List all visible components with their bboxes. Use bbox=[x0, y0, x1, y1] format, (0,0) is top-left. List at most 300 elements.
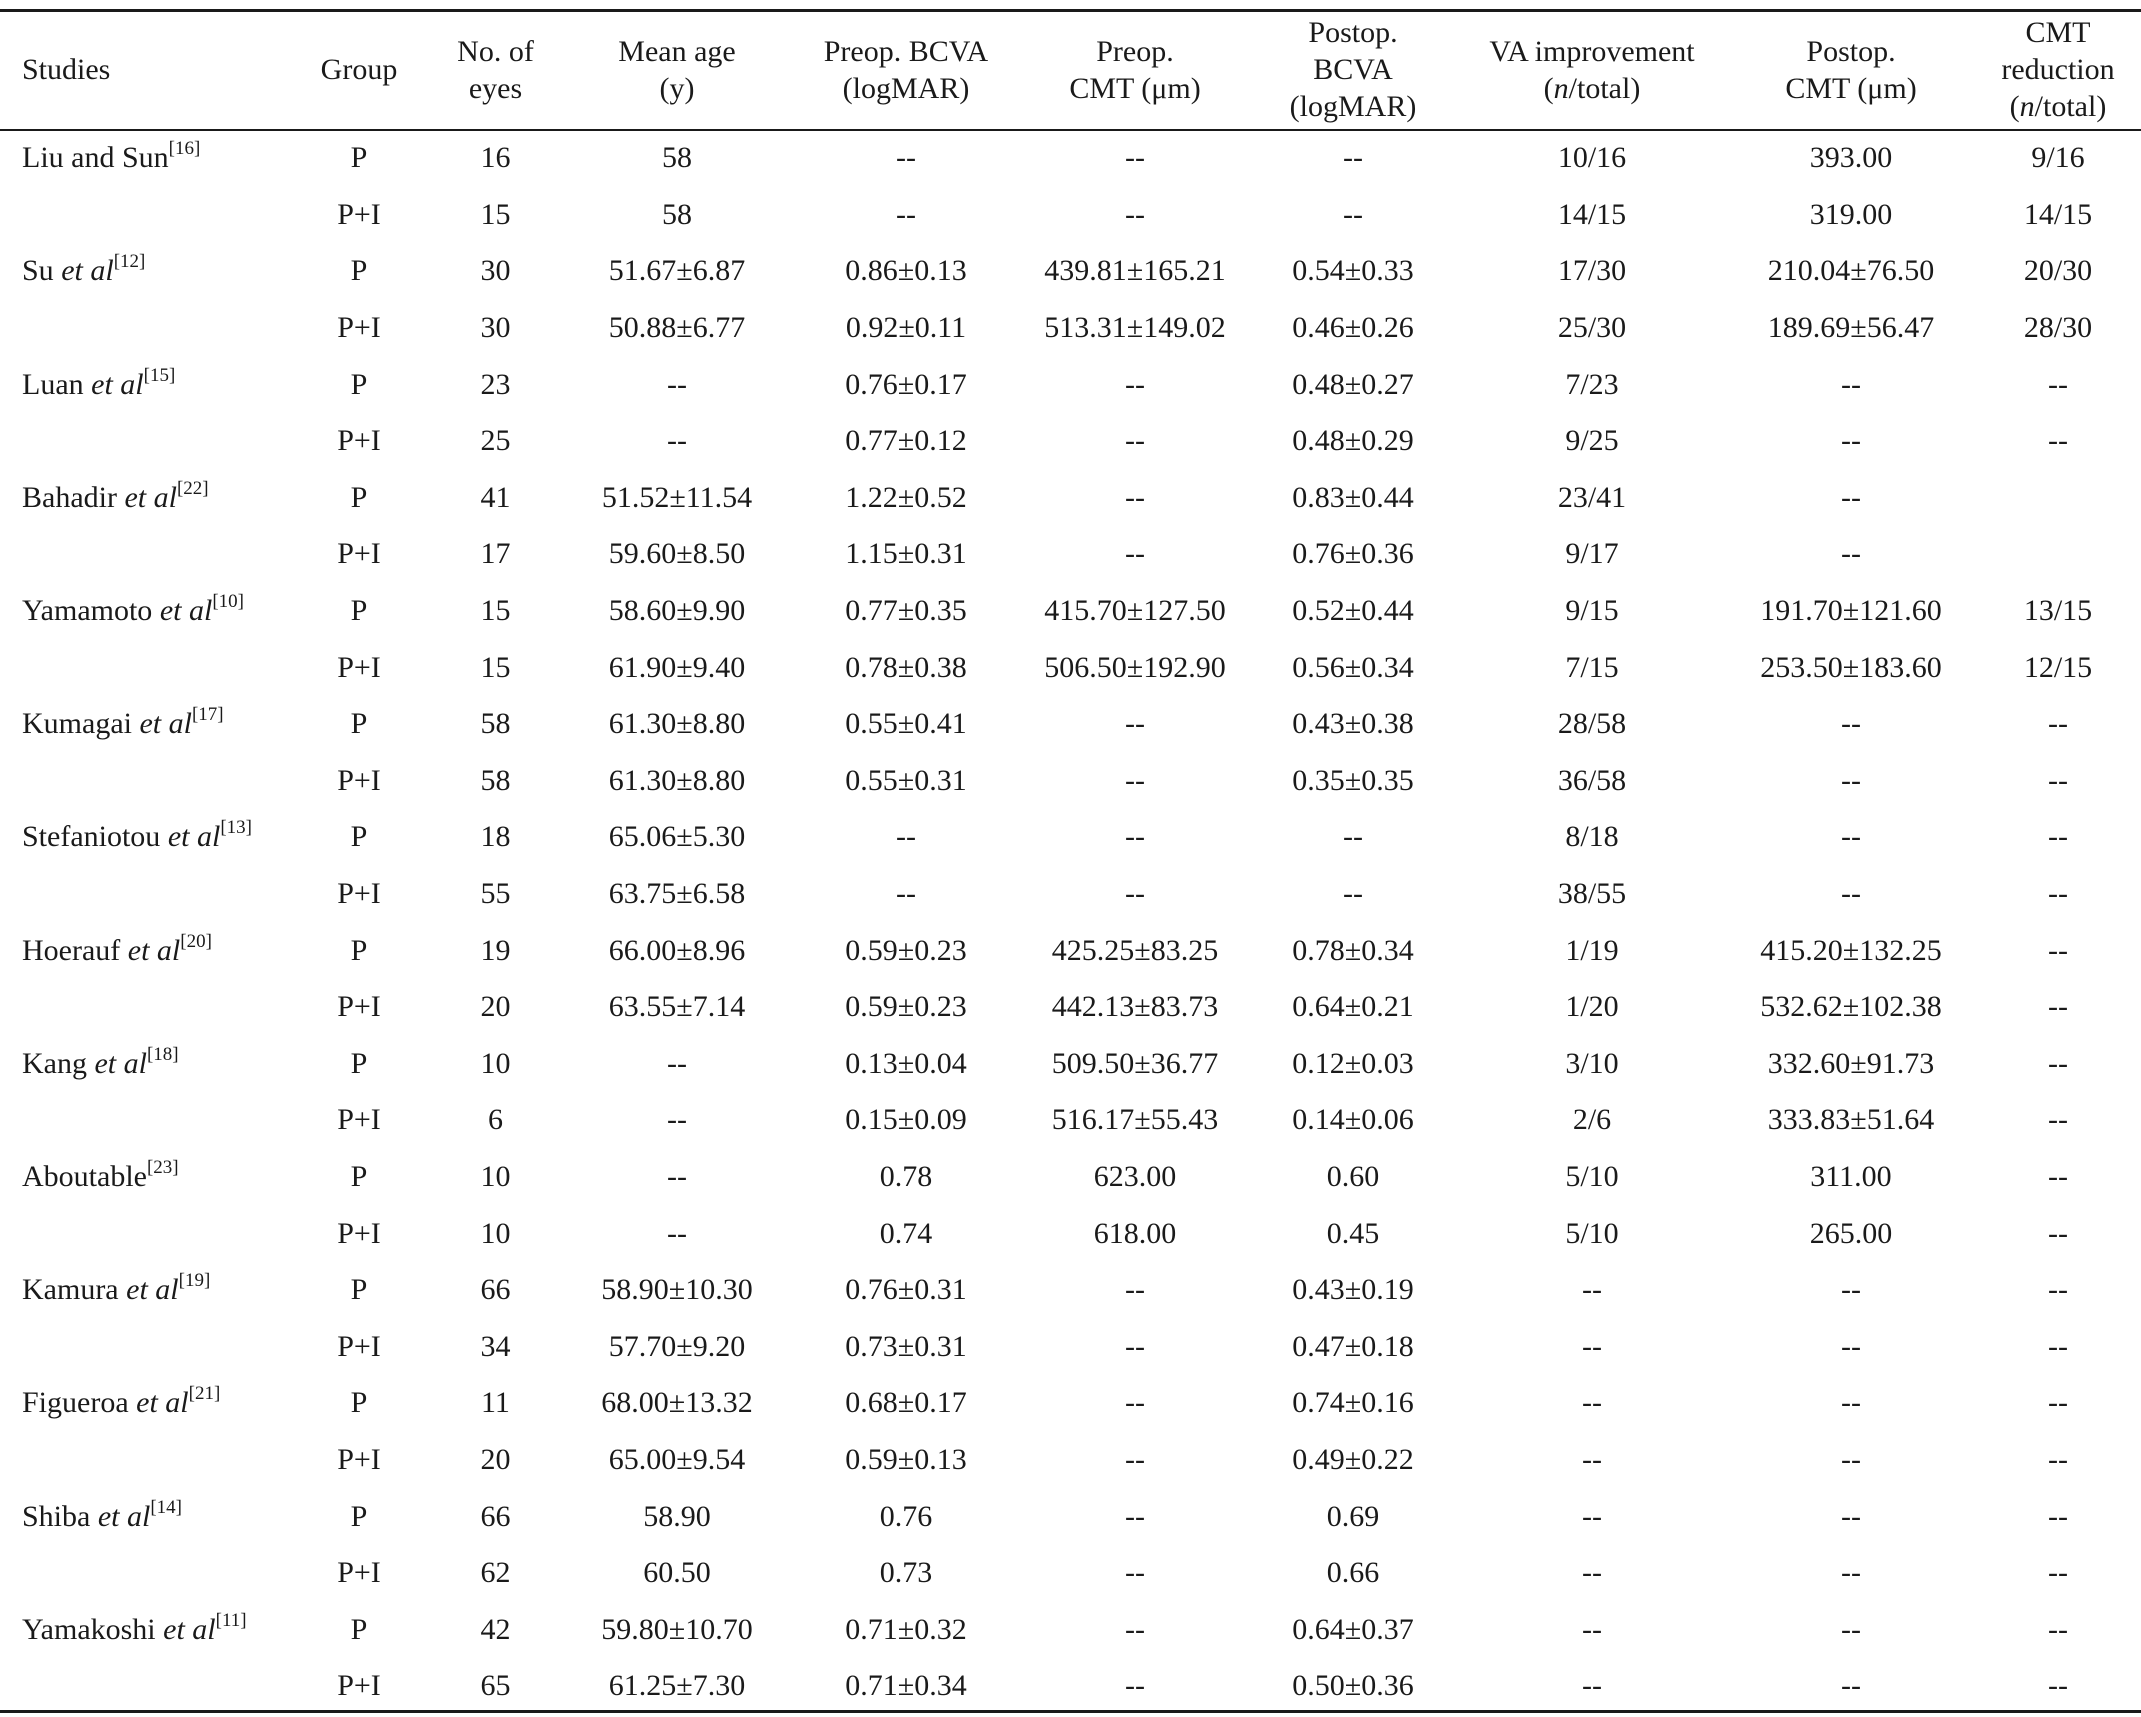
table-row bbox=[0, 1545, 2141, 1602]
cell-postop-cmt: -- bbox=[1841, 537, 1861, 571]
cell-postop-cmt: 210.04±76.50 bbox=[1767, 254, 1935, 288]
cell-preop-cmt: 513.31±149.02 bbox=[1044, 311, 1226, 345]
cell-cmt-reduction: -- bbox=[2048, 820, 2068, 854]
table-row bbox=[0, 639, 2141, 696]
cell-va-improvement: 10/16 bbox=[1557, 141, 1627, 175]
cell-preop-cmt: 516.17±55.43 bbox=[1051, 1103, 1219, 1137]
cell-postop-cmt: 393.00 bbox=[1809, 141, 1893, 175]
cell-group: P bbox=[350, 1386, 368, 1420]
cell-preop-bcva: -- bbox=[896, 820, 916, 854]
cell-va-improvement: -- bbox=[1582, 1386, 1602, 1420]
cell-group: P bbox=[350, 707, 368, 741]
cell-preop-bcva: -- bbox=[896, 877, 916, 911]
header-line: reduction bbox=[2001, 53, 2115, 86]
cell-group: P+I bbox=[337, 1103, 381, 1137]
cell-postop-cmt: 319.00 bbox=[1809, 197, 1893, 231]
cell-cmt-reduction: -- bbox=[2048, 1216, 2068, 1250]
cell-no-of-eyes: 62 bbox=[480, 1556, 511, 1590]
cell-postop-bcva: -- bbox=[1343, 141, 1363, 175]
cell-postop-bcva: 0.49±0.22 bbox=[1292, 1442, 1414, 1476]
cell-postop-bcva: 0.76±0.36 bbox=[1292, 537, 1414, 571]
cell-cmt-reduction: -- bbox=[2048, 1499, 2068, 1533]
cell-mean-age: 66.00±8.96 bbox=[608, 933, 746, 967]
cell-study bbox=[0, 470, 290, 527]
cell-va-improvement: 9/25 bbox=[1565, 424, 1619, 458]
cell-no-of-eyes: 19 bbox=[480, 933, 511, 967]
study-name: Shiba bbox=[22, 1499, 91, 1533]
cell-preop-bcva: 0.78±0.38 bbox=[845, 650, 967, 684]
cell-mean-age: 58 bbox=[662, 197, 692, 231]
cell-postop-cmt: -- bbox=[1841, 1386, 1861, 1420]
table-row bbox=[0, 1375, 2141, 1432]
cell-postop-cmt: -- bbox=[1841, 424, 1861, 458]
cell-postop-bcva: 0.43±0.38 bbox=[1292, 707, 1414, 741]
cell-va-improvement: 3/10 bbox=[1565, 1046, 1619, 1080]
cell-mean-age: 63.55±7.14 bbox=[608, 990, 746, 1024]
cell-preop-bcva: 0.76 bbox=[879, 1499, 933, 1533]
cell-preop-cmt: 425.25±83.25 bbox=[1051, 933, 1219, 967]
cell-cmt-reduction: -- bbox=[2048, 707, 2068, 741]
cell-study bbox=[0, 1658, 290, 1715]
cell-group: P+I bbox=[337, 877, 381, 911]
cell-no-of-eyes: 10 bbox=[480, 1159, 511, 1193]
header-group bbox=[290, 9, 428, 130]
cell-no-of-eyes: 30 bbox=[480, 254, 511, 288]
table-row bbox=[0, 1488, 2141, 1545]
header-line: eyes bbox=[468, 71, 523, 105]
cell-cmt-reduction: -- bbox=[2048, 1103, 2068, 1137]
table-row bbox=[0, 1092, 2141, 1149]
table-row bbox=[0, 809, 2141, 866]
et-al: et al bbox=[94, 1046, 147, 1080]
cell-mean-age: 61.30±8.80 bbox=[608, 763, 746, 797]
table-row bbox=[0, 1432, 2141, 1489]
header-line: Studies bbox=[22, 53, 111, 86]
cell-group: P+I bbox=[337, 311, 381, 345]
cell-no-of-eyes: 34 bbox=[480, 1329, 511, 1363]
cell-mean-age: 60.50 bbox=[643, 1556, 711, 1590]
cell-preop-cmt: -- bbox=[1125, 1499, 1145, 1533]
cell-cmt-reduction: -- bbox=[2048, 1386, 2068, 1420]
cell-no-of-eyes: 66 bbox=[480, 1273, 511, 1307]
cell-preop-bcva: 1.22±0.52 bbox=[845, 480, 967, 514]
et-al: et al bbox=[163, 1612, 216, 1646]
cell-cmt-reduction: -- bbox=[2048, 1556, 2068, 1590]
cell-mean-age: -- bbox=[667, 1159, 687, 1193]
study-name: Su bbox=[22, 254, 54, 288]
cell-mean-age: -- bbox=[667, 367, 687, 401]
table-row bbox=[0, 1658, 2141, 1715]
cell-study bbox=[0, 1205, 290, 1262]
cell-preop-bcva: -- bbox=[896, 141, 916, 175]
cell-cmt-reduction: -- bbox=[2048, 1669, 2068, 1703]
cell-preop-bcva: -- bbox=[896, 197, 916, 231]
cell-cmt-reduction: -- bbox=[2048, 1046, 2068, 1080]
cell-va-improvement: 14/15 bbox=[1557, 197, 1627, 231]
cell-preop-bcva: 1.15±0.31 bbox=[845, 537, 967, 571]
study-name: Yamamoto bbox=[22, 594, 153, 628]
cell-mean-age: 61.30±8.80 bbox=[608, 707, 746, 741]
cell-mean-age: -- bbox=[667, 1103, 687, 1137]
cell-cmt-reduction: -- bbox=[2048, 877, 2068, 911]
cell-group: P+I bbox=[337, 1442, 381, 1476]
cell-study bbox=[0, 243, 290, 300]
cell-postop-cmt: 532.62±102.38 bbox=[1760, 990, 1942, 1024]
cell-no-of-eyes: 25 bbox=[480, 424, 511, 458]
cell-preop-cmt: -- bbox=[1125, 820, 1145, 854]
cell-postop-bcva: 0.66 bbox=[1326, 1556, 1380, 1590]
cell-preop-bcva: 0.59±0.23 bbox=[845, 990, 967, 1024]
cell-preop-cmt: -- bbox=[1125, 537, 1145, 571]
cell-preop-cmt: -- bbox=[1125, 197, 1145, 231]
cell-cmt-reduction: -- bbox=[2048, 763, 2068, 797]
cell-postop-cmt: 253.50±183.60 bbox=[1760, 650, 1942, 684]
cell-preop-bcva: 0.59±0.23 bbox=[845, 933, 967, 967]
cell-preop-bcva: 0.71±0.34 bbox=[845, 1669, 967, 1703]
cell-preop-bcva: 0.74 bbox=[879, 1216, 933, 1250]
cell-cmt-reduction: 20/30 bbox=[2023, 254, 2093, 288]
cell-cmt-reduction bbox=[1975, 470, 2141, 527]
cell-preop-cmt: -- bbox=[1125, 707, 1145, 741]
cell-postop-cmt: 265.00 bbox=[1809, 1216, 1893, 1250]
header-line: No. of bbox=[457, 34, 534, 68]
et-al: et al bbox=[124, 480, 177, 514]
cell-postop-bcva: 0.50±0.36 bbox=[1292, 1669, 1414, 1703]
cell-mean-age: 65.00±9.54 bbox=[608, 1442, 746, 1476]
header-line: CMT bbox=[2025, 16, 2091, 49]
cell-mean-age: 63.75±6.58 bbox=[608, 877, 746, 911]
cell-postop-bcva: 0.56±0.34 bbox=[1292, 650, 1414, 684]
cell-postop-bcva: 0.47±0.18 bbox=[1292, 1329, 1414, 1363]
cell-group: P+I bbox=[337, 650, 381, 684]
cell-mean-age: 51.67±6.87 bbox=[608, 254, 746, 288]
cell-no-of-eyes: 10 bbox=[480, 1216, 511, 1250]
cell-group: P bbox=[350, 1273, 368, 1307]
study-name: Kamura bbox=[22, 1273, 119, 1307]
table-body bbox=[0, 130, 2141, 1715]
cell-study bbox=[0, 1432, 290, 1489]
cell-postop-cmt: 332.60±91.73 bbox=[1767, 1046, 1935, 1080]
cell-mean-age: 61.90±9.40 bbox=[608, 650, 746, 684]
cell-no-of-eyes: 42 bbox=[480, 1612, 511, 1646]
cell-study bbox=[0, 696, 290, 753]
cell-postop-bcva: 0.35±0.35 bbox=[1292, 763, 1414, 797]
cell-study bbox=[0, 1488, 290, 1545]
header-line: VA improvement bbox=[1489, 34, 1695, 68]
cell-preop-bcva: 0.15±0.09 bbox=[845, 1103, 967, 1137]
header-preop-bcva bbox=[791, 9, 1021, 130]
cell-study bbox=[0, 356, 290, 413]
cell-va-improvement: 38/55 bbox=[1557, 877, 1627, 911]
table-row bbox=[0, 356, 2141, 413]
cell-postop-cmt: -- bbox=[1841, 1499, 1861, 1533]
et-al: et al bbox=[136, 1386, 189, 1420]
cell-mean-age: 65.06±5.30 bbox=[608, 820, 746, 854]
reference-citation: [22] bbox=[176, 477, 209, 499]
cell-mean-age: 59.60±8.50 bbox=[608, 537, 746, 571]
cell-no-of-eyes: 15 bbox=[480, 197, 511, 231]
cell-va-improvement: 23/41 bbox=[1557, 480, 1627, 514]
cell-group: P+I bbox=[337, 1669, 381, 1703]
study-name: Kumagai bbox=[22, 707, 132, 741]
header-va-improvement bbox=[1457, 9, 1727, 130]
cell-preop-bcva: 0.68±0.17 bbox=[845, 1386, 967, 1420]
cell-study bbox=[0, 866, 290, 923]
cell-va-improvement: -- bbox=[1582, 1556, 1602, 1590]
et-al: et al bbox=[97, 1499, 151, 1533]
cell-preop-bcva: 0.77±0.35 bbox=[845, 594, 967, 628]
cell-cmt-reduction: -- bbox=[2048, 1442, 2068, 1476]
study-name: Stefaniotou bbox=[22, 820, 161, 854]
table-row bbox=[0, 470, 2141, 527]
cell-postop-cmt: -- bbox=[1841, 480, 1861, 514]
cell-study bbox=[0, 130, 290, 187]
cell-group: P+I bbox=[337, 1556, 381, 1590]
cell-mean-age: -- bbox=[667, 424, 687, 458]
cell-postop-cmt: -- bbox=[1841, 1669, 1861, 1703]
reference-citation: [19] bbox=[178, 1270, 211, 1292]
cell-preop-bcva: 0.92±0.11 bbox=[845, 311, 967, 345]
table-row bbox=[0, 696, 2141, 753]
cell-mean-age: 58.60±9.90 bbox=[608, 594, 746, 628]
cell-postop-cmt: -- bbox=[1841, 1612, 1861, 1646]
header-line: CMT (μm) bbox=[1069, 71, 1201, 105]
cell-postop-bcva: 0.74±0.16 bbox=[1292, 1386, 1414, 1420]
cell-cmt-reduction: 13/15 bbox=[2023, 594, 2093, 628]
cell-preop-cmt: -- bbox=[1125, 1612, 1145, 1646]
cell-va-improvement: 7/15 bbox=[1565, 650, 1619, 684]
cell-postop-cmt: 189.69±56.47 bbox=[1767, 311, 1935, 345]
cell-no-of-eyes: 10 bbox=[480, 1046, 511, 1080]
reference-citation: [15] bbox=[143, 364, 176, 386]
study-name: Kang bbox=[22, 1046, 87, 1080]
cell-cmt-reduction: 14/15 bbox=[2023, 197, 2093, 231]
reference-citation: [10] bbox=[212, 591, 244, 613]
header-cmt-reduction bbox=[1975, 9, 2141, 130]
cell-mean-age: 58.90 bbox=[643, 1499, 711, 1533]
header-line: Mean age bbox=[618, 34, 736, 68]
cell-group: P bbox=[350, 594, 368, 628]
table-row bbox=[0, 243, 2141, 300]
table-header-row bbox=[0, 9, 2141, 130]
et-al: et al bbox=[167, 820, 221, 854]
cell-group: P+I bbox=[337, 1329, 381, 1363]
header-line: Postop. bbox=[1806, 34, 1896, 68]
table-row bbox=[0, 1205, 2141, 1262]
cell-postop-cmt: -- bbox=[1841, 1329, 1861, 1363]
header-line: (n/total) bbox=[2009, 90, 2107, 123]
cell-group: P bbox=[350, 1612, 368, 1646]
cell-no-of-eyes: 15 bbox=[480, 594, 511, 628]
reference-citation: [11] bbox=[215, 1609, 247, 1631]
cell-postop-bcva: 0.48±0.29 bbox=[1292, 424, 1414, 458]
header-mean-age bbox=[563, 9, 791, 130]
cell-preop-bcva: 0.71±0.32 bbox=[845, 1612, 967, 1646]
cell-group: P bbox=[350, 254, 368, 288]
cell-preop-cmt: -- bbox=[1125, 367, 1145, 401]
cell-postop-bcva: 0.14±0.06 bbox=[1292, 1103, 1414, 1137]
cell-postop-cmt: -- bbox=[1841, 1556, 1861, 1590]
cell-postop-cmt: 311.00 bbox=[1810, 1159, 1892, 1193]
table-row bbox=[0, 979, 2141, 1036]
cell-postop-cmt: 333.83±51.64 bbox=[1767, 1103, 1935, 1137]
cell-postop-cmt: -- bbox=[1841, 367, 1861, 401]
cell-study bbox=[0, 300, 290, 357]
header-studies bbox=[0, 9, 290, 130]
cell-mean-age: 58.90±10.30 bbox=[601, 1273, 753, 1307]
header-line: (n/total) bbox=[1543, 71, 1641, 105]
header-line: Preop. BCVA bbox=[823, 34, 989, 68]
table-row bbox=[0, 130, 2141, 187]
study-name: Luan bbox=[22, 367, 84, 401]
cell-cmt-reduction: -- bbox=[2048, 933, 2068, 967]
table-row bbox=[0, 1318, 2141, 1375]
cell-postop-bcva: 0.54±0.33 bbox=[1292, 254, 1414, 288]
header-preop-cmt bbox=[1021, 9, 1249, 130]
cell-no-of-eyes: 23 bbox=[480, 367, 511, 401]
table-row bbox=[0, 526, 2141, 583]
study-name: Bahadir bbox=[22, 480, 117, 514]
cell-preop-cmt: -- bbox=[1125, 1556, 1145, 1590]
cell-group: P bbox=[350, 141, 368, 175]
cell-no-of-eyes: 58 bbox=[480, 763, 511, 797]
study-name: Liu and Sun bbox=[22, 141, 169, 175]
cell-group: P+I bbox=[337, 763, 381, 797]
cell-study bbox=[0, 1318, 290, 1375]
cell-postop-cmt: -- bbox=[1841, 707, 1861, 741]
cell-no-of-eyes: 6 bbox=[488, 1103, 503, 1137]
cell-va-improvement: 5/10 bbox=[1565, 1159, 1619, 1193]
study-name: Aboutable bbox=[22, 1159, 147, 1193]
cell-mean-age: 59.80±10.70 bbox=[601, 1612, 753, 1646]
cell-preop-cmt: -- bbox=[1125, 1329, 1145, 1363]
cell-va-improvement: 17/30 bbox=[1557, 254, 1627, 288]
cell-preop-cmt: -- bbox=[1125, 1273, 1145, 1307]
cell-mean-age: 51.52±11.54 bbox=[601, 480, 753, 514]
table-row bbox=[0, 753, 2141, 810]
reference-citation: [21] bbox=[188, 1383, 221, 1405]
cell-no-of-eyes: 66 bbox=[480, 1499, 511, 1533]
cell-study bbox=[0, 1375, 290, 1432]
cell-va-improvement: 36/58 bbox=[1557, 763, 1627, 797]
cell-va-improvement: -- bbox=[1582, 1669, 1602, 1703]
cell-study bbox=[0, 1036, 290, 1093]
cell-mean-age: 68.00±13.32 bbox=[601, 1386, 753, 1420]
cell-postop-bcva: 0.46±0.26 bbox=[1292, 311, 1414, 345]
table-row bbox=[0, 583, 2141, 640]
cell-no-of-eyes: 11 bbox=[481, 1386, 510, 1420]
cell-preop-cmt: 415.70±127.50 bbox=[1044, 594, 1226, 628]
cell-study bbox=[0, 526, 290, 583]
cell-va-improvement: -- bbox=[1582, 1499, 1602, 1533]
study-name: Yamakoshi bbox=[22, 1612, 156, 1646]
cell-postop-bcva: -- bbox=[1343, 820, 1363, 854]
table-row bbox=[0, 413, 2141, 470]
cell-va-improvement: 9/17 bbox=[1565, 537, 1619, 571]
cell-preop-cmt: -- bbox=[1125, 480, 1145, 514]
cell-study bbox=[0, 753, 290, 810]
cell-preop-cmt: -- bbox=[1125, 877, 1145, 911]
cell-group: P+I bbox=[337, 424, 381, 458]
cell-va-improvement: 5/10 bbox=[1565, 1216, 1619, 1250]
header-line: (logMAR) bbox=[1289, 90, 1417, 123]
cell-group: P bbox=[350, 820, 368, 854]
header-postop-cmt bbox=[1727, 9, 1975, 130]
cell-postop-bcva: 0.48±0.27 bbox=[1292, 367, 1414, 401]
et-al: et al bbox=[127, 933, 181, 967]
cell-study bbox=[0, 809, 290, 866]
cell-va-improvement: 25/30 bbox=[1557, 311, 1627, 345]
header-line: BCVA bbox=[1313, 53, 1393, 86]
header-line: Group bbox=[320, 53, 398, 86]
cell-postop-bcva: 0.78±0.34 bbox=[1292, 933, 1414, 967]
cell-mean-age: -- bbox=[667, 1046, 687, 1080]
cell-study bbox=[0, 413, 290, 470]
header-no-of-eyes bbox=[428, 9, 563, 130]
cell-mean-age: 57.70±9.20 bbox=[608, 1329, 746, 1363]
cell-group: P+I bbox=[337, 1216, 381, 1250]
cell-va-improvement: -- bbox=[1582, 1329, 1602, 1363]
cell-preop-cmt: -- bbox=[1125, 1386, 1145, 1420]
cell-no-of-eyes: 20 bbox=[480, 1442, 511, 1476]
cell-preop-cmt: 509.50±36.77 bbox=[1051, 1046, 1219, 1080]
cell-preop-bcva: 0.76±0.17 bbox=[845, 367, 967, 401]
cell-postop-bcva: 0.69 bbox=[1326, 1499, 1380, 1533]
cell-group: P+I bbox=[337, 990, 381, 1024]
header-line: Preop. bbox=[1096, 34, 1174, 68]
cell-group: P bbox=[350, 1499, 368, 1533]
cell-va-improvement: 28/58 bbox=[1557, 707, 1627, 741]
study-name: Figueroa bbox=[22, 1386, 129, 1420]
header-line: Postop. bbox=[1308, 16, 1398, 49]
cell-cmt-reduction: -- bbox=[2048, 367, 2068, 401]
cell-va-improvement: 7/23 bbox=[1565, 367, 1619, 401]
cell-no-of-eyes: 65 bbox=[480, 1669, 511, 1703]
cell-no-of-eyes: 30 bbox=[480, 311, 511, 345]
table-row bbox=[0, 1601, 2141, 1658]
cell-postop-cmt: -- bbox=[1841, 1273, 1861, 1307]
cell-preop-bcva: 0.86±0.13 bbox=[845, 254, 967, 288]
cell-preop-bcva: 0.78 bbox=[879, 1159, 933, 1193]
cell-study bbox=[0, 639, 290, 696]
reference-citation: [20] bbox=[180, 930, 212, 952]
cell-va-improvement: 1/19 bbox=[1565, 933, 1619, 967]
cell-group: P+I bbox=[337, 537, 381, 571]
cell-no-of-eyes: 17 bbox=[480, 537, 511, 571]
cell-postop-cmt: -- bbox=[1841, 820, 1861, 854]
comparison-table bbox=[0, 9, 2141, 1715]
table-row bbox=[0, 922, 2141, 979]
cell-study bbox=[0, 1262, 290, 1319]
cell-group: P bbox=[350, 367, 368, 401]
cell-preop-bcva: 0.55±0.41 bbox=[845, 707, 967, 741]
cell-preop-cmt: -- bbox=[1125, 1442, 1145, 1476]
cell-preop-cmt: 506.50±192.90 bbox=[1044, 650, 1226, 684]
cell-preop-cmt: 618.00 bbox=[1093, 1216, 1177, 1250]
cell-study bbox=[0, 1092, 290, 1149]
cell-va-improvement: -- bbox=[1582, 1442, 1602, 1476]
header-line: (logMAR) bbox=[842, 71, 970, 105]
reference-citation: [12] bbox=[113, 251, 146, 273]
cell-postop-cmt: -- bbox=[1841, 877, 1861, 911]
cell-no-of-eyes: 20 bbox=[480, 990, 511, 1024]
cell-study bbox=[0, 1545, 290, 1602]
cell-study bbox=[0, 187, 290, 244]
cell-va-improvement: -- bbox=[1582, 1612, 1602, 1646]
cell-mean-age: 61.25±7.30 bbox=[608, 1669, 746, 1703]
cell-postop-bcva: 0.45 bbox=[1326, 1216, 1380, 1250]
table-row bbox=[0, 1036, 2141, 1093]
